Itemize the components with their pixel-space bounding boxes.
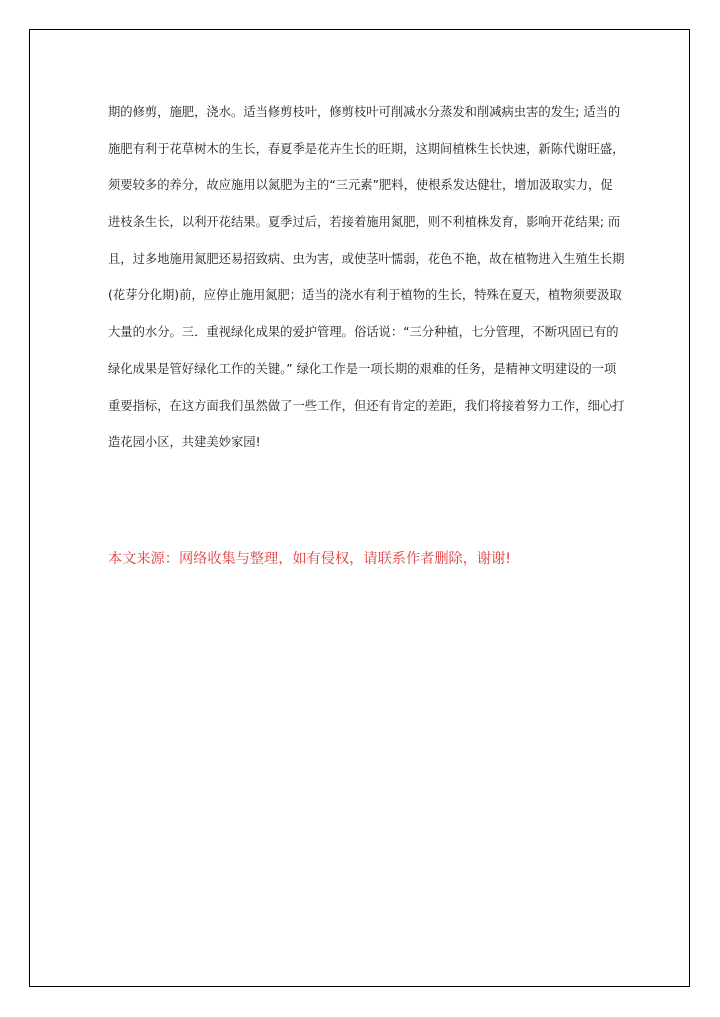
paragraph-line: 期的修剪，施肥，浇水。适当修剪枝叶，修剪枝叶可削减水分蒸发和削减病虫害的发生; 适当的 [108,105,621,119]
document-body [108,94,625,461]
paragraph-line: 施肥有利于花草树木的生长，春夏季是花卉生长的旺期，这期间植株生长快速，新陈代谢旺盛， [108,141,625,156]
paragraph-line: 须要较多的养分，故应施用以氮肥为主的“三元素”肥料，使根系发达健壮，增加汲取实力，促 [108,178,613,193]
paragraph-line: 重要指标，在这方面我们虽然做了一些工作，但还有肯定的差距，我们将接着努力工作，细心打 [108,398,625,413]
paragraph-line: (花芽分化期)前，应停止施用氮肥；适当的浇水有利于植物的生长，特殊在夏天，植物须要汲取 [108,288,622,303]
source-disclaimer: 本文来源：网络收集与整理，如有侵权，请联系作者删除，谢谢! [108,551,511,567]
paragraph-line: 造花园小区，共建美妙家园! [108,435,261,450]
paragraph-line: 绿化成果是管好绿化工作的关键。” 绿化工作是一项长期的艰难的任务，是精神文明建设的一项 [108,361,617,376]
paragraph-line: 进枝条生长，以利开花结果。夏季过后，若接着施用氮肥，则不利植株发育，影响开花结果; 而 [108,215,621,230]
paragraph-line: 大量的水分。三．重视绿化成果的爱护管理。俗话说：“三分种植，七分管理，不断巩固已有的 [108,325,619,340]
paragraph-line: 且，过多地施用氮肥还易招致病、虫为害，或使茎叶懦弱，花色不艳，故在植物进入生殖生长期 [108,251,625,266]
